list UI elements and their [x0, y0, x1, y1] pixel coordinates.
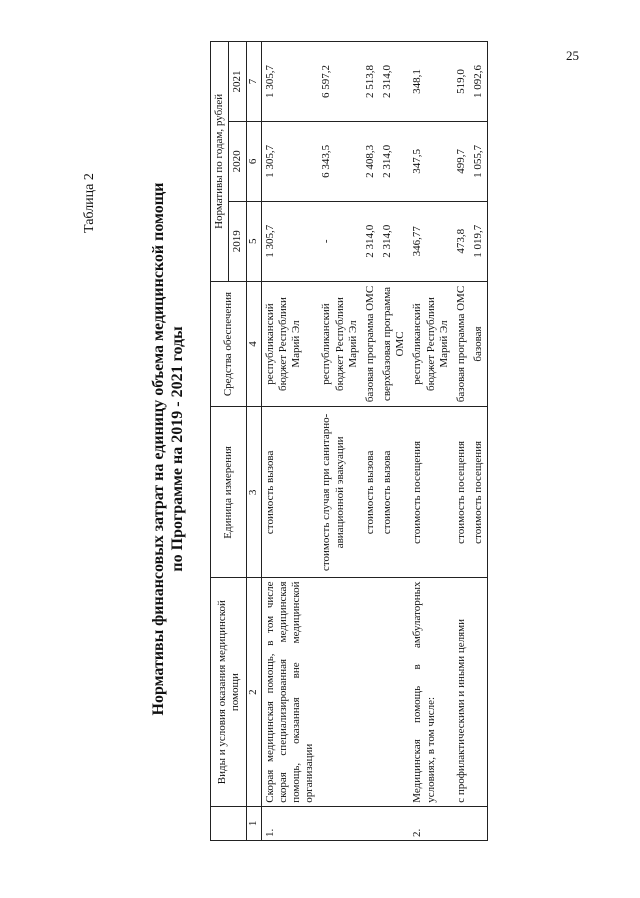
- row-number: [453, 806, 470, 840]
- care-type: [318, 578, 362, 806]
- unit: стоимость случая при санитарно-авиационной эвакуации: [318, 407, 362, 578]
- funding-source: республиканский бюджет Республики Марий Эл: [261, 281, 318, 407]
- value-2020: 2 314,0: [379, 121, 409, 201]
- table-row: [409, 42, 453, 841]
- table-row: [379, 42, 409, 841]
- value-2019: 2 314,0: [379, 201, 409, 281]
- value-2020: 1 055,7: [470, 121, 488, 201]
- value-2021: 2 513,8: [362, 42, 379, 122]
- col-number: 5: [247, 201, 261, 281]
- header-norms: Нормативы по годам, рублей: [211, 42, 229, 282]
- value-2019: 1 019,7: [470, 201, 488, 281]
- value-2020: 1 305,7: [261, 121, 318, 201]
- row-number: [470, 806, 488, 840]
- header-num: [211, 806, 247, 840]
- row-number: 2.: [409, 806, 453, 840]
- value-2019: 473,8: [453, 201, 470, 281]
- header-type: Виды и условия оказания медицинской помощи: [211, 578, 247, 806]
- value-2019: 346,77: [409, 201, 453, 281]
- value-2021: 6 597,2: [318, 42, 362, 122]
- col-number: 4: [247, 281, 261, 407]
- table-label: Таблица 2: [82, 173, 97, 233]
- value-2020: 499,7: [453, 121, 470, 201]
- unit: стоимость посещения: [470, 407, 488, 578]
- care-type: [470, 578, 488, 806]
- care-type: [379, 578, 409, 806]
- header-2021: 2021: [229, 42, 247, 122]
- header-source: Средства обеспечения: [211, 281, 247, 407]
- table-row: [470, 42, 488, 841]
- care-type: с профилактическими и иными целями: [453, 578, 470, 806]
- care-type: Медицинская помощь в амбулаторных условиях, в том числе:: [409, 578, 453, 806]
- value-2021: 519,0: [453, 42, 470, 122]
- value-2020: 6 343,5: [318, 121, 362, 201]
- col-number: 7: [247, 42, 261, 122]
- value-2019: 2 314,0: [362, 201, 379, 281]
- value-2020: 347,5: [409, 121, 453, 201]
- value-2021: 2 314,0: [379, 42, 409, 122]
- value-2021: 348,1: [409, 42, 453, 122]
- table-row: [318, 42, 362, 841]
- table-row: [261, 42, 318, 841]
- header-2019: 2019: [229, 201, 247, 281]
- unit: стоимость вызова: [261, 407, 318, 578]
- unit: стоимость посещения: [409, 407, 453, 578]
- table-row: [453, 42, 470, 841]
- funding-source: республиканский бюджет Республики Марий Эл: [409, 281, 453, 407]
- care-type: [362, 578, 379, 806]
- col-number: 2: [247, 578, 261, 806]
- row-number: [362, 806, 379, 840]
- unit: стоимость вызова: [362, 407, 379, 578]
- funding-source: сверхбазовая программа ОМС: [379, 281, 409, 407]
- value-2019: -: [318, 201, 362, 281]
- value-2021: 1 305,7: [261, 42, 318, 122]
- col-number: 6: [247, 121, 261, 201]
- table-title-line-2: по Программе на 2019 - 2021 годы: [169, 326, 186, 572]
- row-number: 1.: [261, 806, 318, 840]
- unit: стоимость вызова: [379, 407, 409, 578]
- care-type: Скорая медицинская помощь, в том числе скорая специализированная медицинская помощь, оказанная вне медицинской организации: [261, 578, 318, 806]
- table-row: [362, 42, 379, 841]
- unit: стоимость посещения: [453, 407, 470, 578]
- funding-source: базовая программа ОМС: [362, 281, 379, 407]
- header-2020: 2020: [229, 121, 247, 201]
- col-number: 1: [247, 806, 261, 840]
- value-2021: 1 092,6: [470, 42, 488, 122]
- value-2020: 2 408,3: [362, 121, 379, 201]
- funding-source: базовая: [470, 281, 488, 407]
- table-title-line-1: Нормативы финансовых затрат на единицу объема медицинской помощи: [150, 182, 167, 716]
- header-unit: Единица измерения: [211, 407, 247, 578]
- row-number: [318, 806, 362, 840]
- norms-table: [210, 41, 488, 841]
- row-number: [379, 806, 409, 840]
- value-2019: 1 305,7: [261, 201, 318, 281]
- funding-source: республиканский бюджет Республики Марий Эл: [318, 281, 362, 407]
- funding-source: базовая программа ОМС: [453, 281, 470, 407]
- page-number: 25: [566, 48, 579, 63]
- col-number: 3: [247, 407, 261, 578]
